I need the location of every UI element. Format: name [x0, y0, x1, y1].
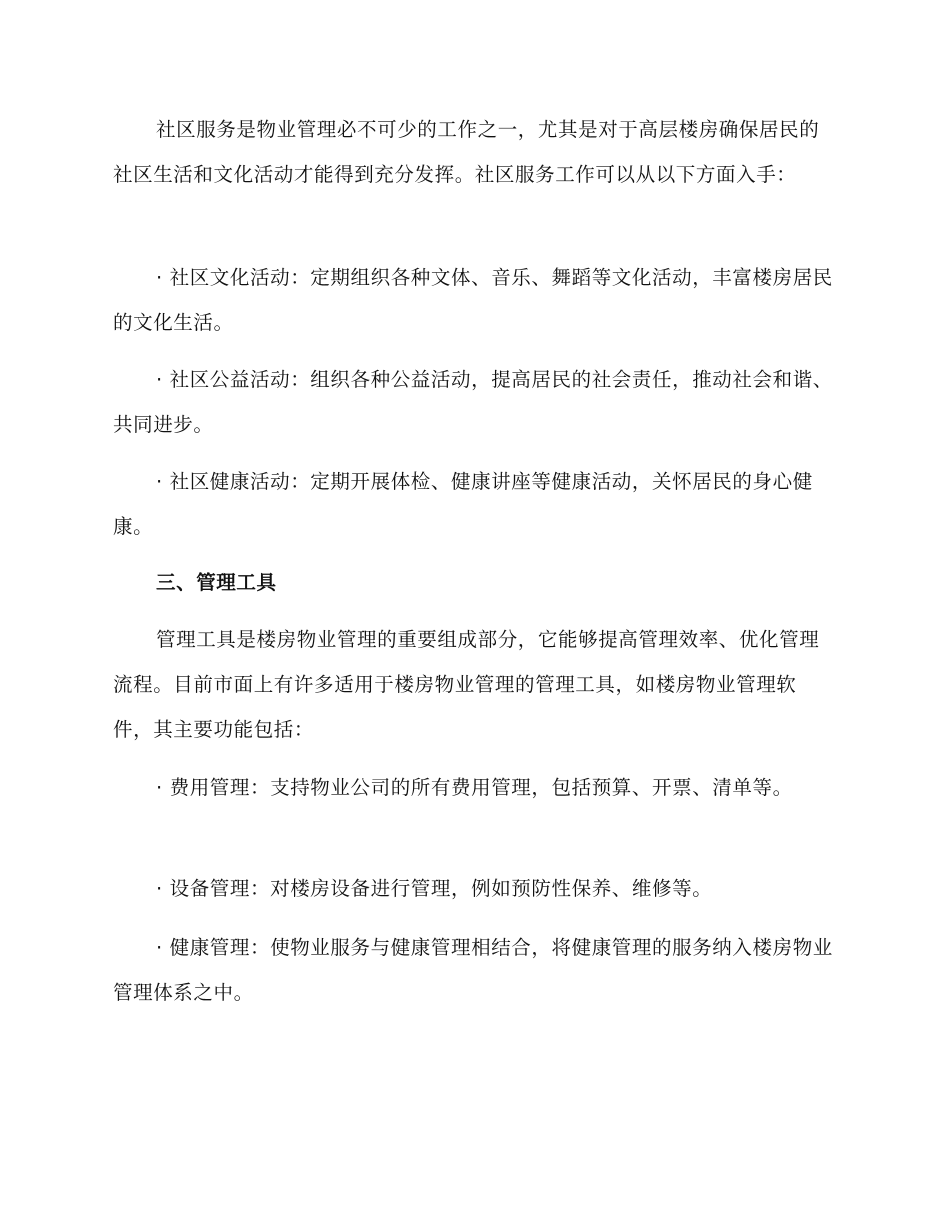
bullet-community-health: · 社区健康活动：定期开展体检、健康讲座等健康活动，关怀居民的身心健康。 [113, 470, 813, 538]
bullet-community-culture: · 社区文化活动：定期组织各种文体、音乐、舞蹈等文化活动，丰富楼房居民的文化生活。 [113, 266, 833, 334]
bullet-community-charity: · 社区公益活动：组织各种公益活动，提高居民的社会责任，推动社会和谐、共同进步。 [113, 368, 833, 436]
paragraph-community-service-intro: 社区服务是物业管理必不可少的工作之一，尤其是对于高层楼房确保居民的社区生活和文化活动才能得到充分发挥。社区服务工作可以从以下方面入手： [113, 118, 820, 186]
section-heading-management-tools: 三、管理工具 [156, 571, 277, 594]
bullet-expense-management: · 费用管理：支持物业公司的所有费用管理，包括预算、开票、清单等。 [156, 776, 793, 799]
bullet-health-management: · 健康管理：使物业服务与健康管理相结合，将健康管理的服务纳入楼房物业管理体系之中。 [113, 936, 833, 1004]
paragraph-management-tools-intro: 管理工具是楼房物业管理的重要组成部分，它能够提高管理效率、优化管理流程。目前市面上有许多适用于楼房物业管理的管理工具，如楼房物业管理软件，其主要功能包括： [113, 628, 820, 741]
bullet-equipment-management: · 设备管理：对楼房设备进行管理，例如预防性保养、维修等。 [156, 877, 713, 900]
